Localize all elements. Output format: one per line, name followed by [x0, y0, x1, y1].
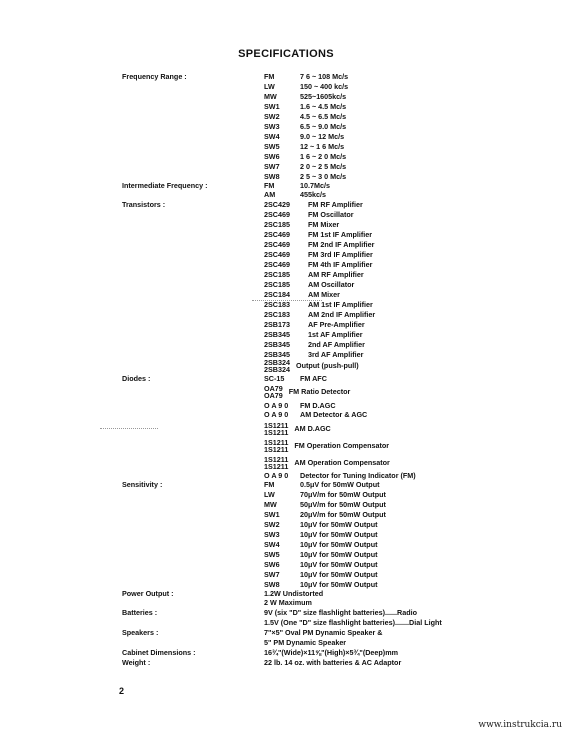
transistor-row: 2SC185 AM RF Amplifier: [264, 270, 364, 279]
diode-row: 1S1211 1S1211 AM Operation Compensator: [264, 455, 390, 472]
transistor-row: 2SC183 AM 2nd IF Amplifier: [264, 310, 376, 319]
freq-row: SW4 9.0 ~ 12 Mc/s: [264, 132, 345, 141]
sensitivity-row: SW5 10μV for 50mW Output: [264, 550, 378, 559]
page-title: SPECIFICATIONS: [238, 48, 334, 60]
transistor-row: 2SC185 AM Oscillator: [264, 280, 355, 289]
transistor-row: 2SC469 FM 2nd IF Amplifier: [264, 240, 375, 249]
transistor-row: 2SB173 AF Pre-Amplifier: [264, 320, 365, 329]
sensitivity-row: SW6 10μV for 50mW Output: [264, 560, 378, 569]
freq-row: SW2 4.5 ~ 6.5 Mc/s: [264, 112, 347, 121]
freq-row: MW 525~1605kc/s: [264, 92, 347, 101]
if-row: FM 10.7Mc/s: [264, 181, 330, 190]
transistor-row: 2SC185 FM Mixer: [264, 220, 340, 229]
transistor-row: 2SC469 FM 3rd IF Amplifier: [264, 250, 373, 259]
transistor-row: 2SB345 3rd AF Amplifier: [264, 350, 364, 359]
label-batteries: Batteries :: [122, 608, 158, 617]
transistor-row: 2SB345 2nd AF Amplifier: [264, 340, 365, 349]
label-intermediate-frequency: Intermediate Frequency :: [122, 181, 208, 190]
diode-row: O A 9 0 FM D.AGC: [264, 401, 336, 410]
speaker-row: 5" PM Dynamic Speaker: [264, 638, 347, 647]
label-diodes: Diodes :: [122, 374, 151, 383]
watermark: www.instrukcia.ru: [478, 720, 562, 730]
diode-row: O A 9 0 AM Detector & AGC: [264, 410, 368, 419]
power-row: 2 W Maximum: [264, 598, 312, 607]
diode-row: 1S1211 1S1211 FM Operation Compensator: [264, 438, 390, 455]
transistor-row: 2SC469 FM 4th IF Amplifier: [264, 260, 373, 269]
transistor-row: 2SC469 FM 1st IF Amplifier: [264, 230, 373, 239]
label-power-output: Power Output :: [122, 589, 174, 598]
label-transistors: Transistors :: [122, 200, 166, 209]
power-row: 1.2W Undistorted: [264, 589, 324, 598]
freq-row: SW6 1 6 ~ 2 0 Mc/s: [264, 152, 347, 161]
speaker-row: 7"×5" Oval PM Dynamic Speaker &: [264, 628, 383, 637]
sensitivity-row: SW7 10μV for 50mW Output: [264, 570, 378, 579]
freq-row: LW 150 ~ 400 kc/s: [264, 82, 349, 91]
freq-row: SW5 12 ~ 1 6 Mc/s: [264, 142, 345, 151]
sensitivity-row: SW4 10μV for 50mW Output: [264, 540, 378, 549]
freq-row: SW1 1.6 ~ 4.5 Mc/s: [264, 102, 347, 111]
diode-row: OA79 OA79 FM Ratio Detector: [264, 384, 351, 401]
sensitivity-row: SW1 20μV/m for 50mW Output: [264, 510, 386, 519]
sensitivity-row: SW2 10μV for 50mW Output: [264, 520, 378, 529]
transistor-output-row: 2SB324 2SB324 Output (push-pull): [264, 358, 359, 375]
weight-row: 22 lb. 14 oz. with batteries & AC Adaptor: [264, 658, 402, 667]
freq-row: SW8 2 5 ~ 3 0 Mc/s: [264, 172, 347, 181]
cabinet-row: 16¾"(Wide)×11⅝"(High)×5¾"(Deep)mm: [264, 648, 398, 657]
label-sensitivity: Sensitivity :: [122, 480, 163, 489]
label-weight: Weight :: [122, 658, 151, 667]
transistor-row: 2SB345 1st AF Amplifier: [264, 330, 363, 339]
label-frequency-range: Frequency Range :: [122, 72, 187, 81]
label-cabinet-dimensions: Cabinet Dimensions :: [122, 648, 196, 657]
if-row: AM 455kc/s: [264, 190, 326, 199]
page-number: 2: [119, 686, 125, 696]
transistor-row: 2SC429 FM RF Amplifier: [264, 200, 363, 209]
transistor-row: 2SC183 AM 1st IF Amplifier: [264, 300, 373, 309]
label-speakers: Speakers :: [122, 628, 159, 637]
diode-row: O A 9 0 Detector for Tuning Indicator (FM): [264, 471, 416, 480]
freq-row: SW7 2 0 ~ 2 5 Mc/s: [264, 162, 347, 171]
sensitivity-row: SW8 10μV for 50mW Output: [264, 580, 378, 589]
battery-row: 9V (six "D" size flashlight batteries)......Radio: [264, 608, 417, 617]
sensitivity-row: FM 0.5μV for 50mW Output: [264, 480, 380, 489]
battery-row: 1.5V (One "D" size flashlight batteries).......Dial Light: [264, 618, 442, 627]
sensitivity-row: LW 70μV/m for 50mW Output: [264, 490, 386, 499]
transistor-row: 2SC184 AM Mixer: [264, 290, 340, 299]
diode-row: 1S1211 1S1211 AM D.AGC: [264, 421, 331, 438]
sensitivity-row: SW3 10μV for 50mW Output: [264, 530, 378, 539]
transistor-row: 2SC469 FM Oscillator: [264, 210, 354, 219]
freq-row: SW3 6.5 ~ 9.0 Mc/s: [264, 122, 347, 131]
diode-row: SC-15 FM AFC: [264, 374, 327, 383]
freq-row: FM 7 6 ~ 108 Mc/s: [264, 72, 349, 81]
sensitivity-row: MW 50μV/m for 50mW Output: [264, 500, 386, 509]
scan-line: [100, 428, 158, 429]
